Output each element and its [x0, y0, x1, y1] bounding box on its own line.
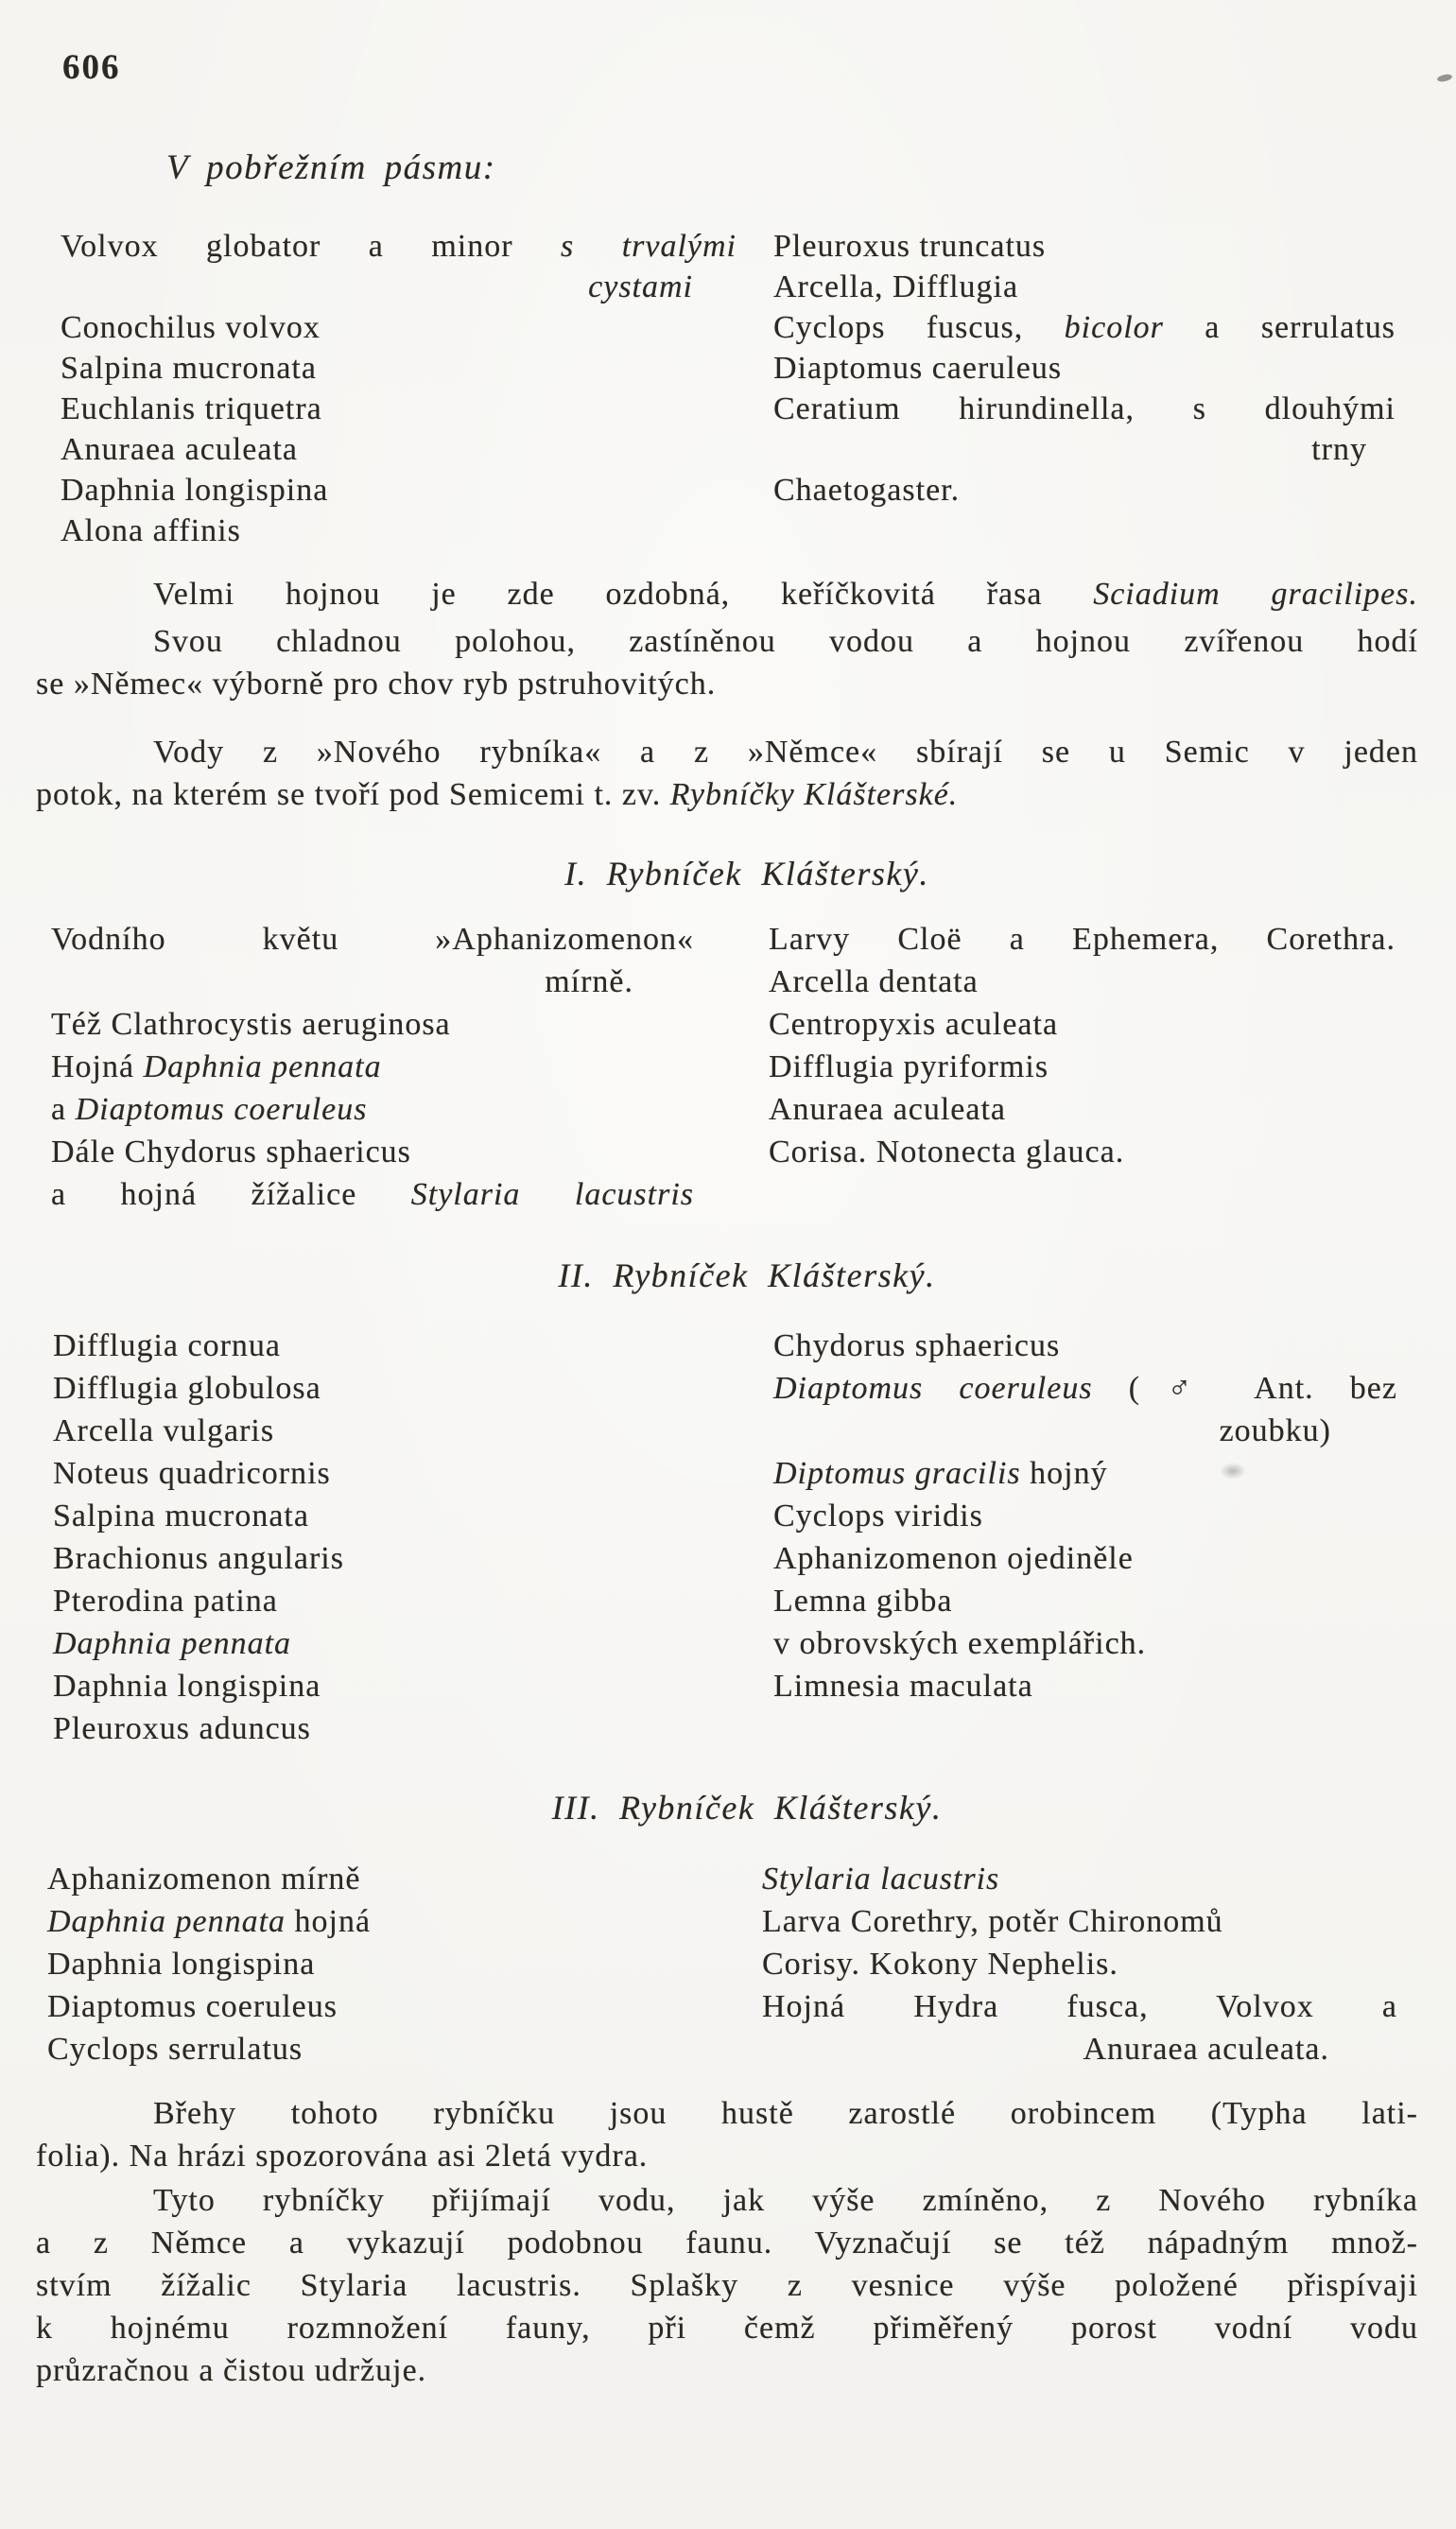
- list-column-right: [773, 1325, 1397, 1707]
- italic-term: Stylaria lacustris: [410, 1177, 694, 1212]
- text-run: Cyclops viridis: [773, 1498, 983, 1533]
- text-line: [47, 2028, 671, 2070]
- text-line: [769, 918, 1395, 961]
- text-run: Centropyxis aculeata: [769, 1007, 1059, 1042]
- text-run: Anuraea aculeata: [61, 432, 298, 467]
- text-line: [773, 267, 1395, 307]
- text-run: Difflugia globulosa: [53, 1371, 321, 1406]
- text-run: Volvox globator a minor: [61, 229, 562, 264]
- text-line: [762, 1943, 1397, 1985]
- text-line: [51, 1131, 694, 1173]
- text-line: [47, 1985, 671, 2028]
- text-line: [53, 1537, 677, 1580]
- text-run: Daphnia longispina: [47, 1947, 316, 1982]
- text-run: Velmi hojnou je zde ozdobná, keříčkovitá řasa: [153, 577, 1094, 612]
- list-column-left: [61, 226, 737, 551]
- text-line: [36, 663, 1418, 705]
- paragraph-vody: [36, 731, 1418, 816]
- text-line: [769, 1003, 1395, 1046]
- text-line: [762, 2028, 1397, 2070]
- text-line: [36, 2179, 1418, 2222]
- text-run: Limnesia maculata: [773, 1669, 1033, 1704]
- text-line: [53, 1622, 677, 1665]
- text-line: [53, 1410, 677, 1452]
- text-line: [773, 226, 1395, 267]
- text-run: potok, na kterém se tvoří pod Semicemi t. zv.: [36, 777, 670, 812]
- italic-term: Diaptomus coeruleus: [75, 1092, 368, 1127]
- text-line: [773, 429, 1395, 470]
- heading-pond-1: I. Rybníček Klášterský.: [564, 855, 929, 892]
- text-run: k hojnému rozmnožení fauny, při čemž přiměřený porost vodní vodu: [36, 2311, 1418, 2346]
- italic-term: Stylaria lacustris: [762, 1862, 1000, 1897]
- text-line: [53, 1452, 677, 1495]
- text-run: Salpina mucronata: [61, 351, 317, 386]
- list-column-left: [53, 1325, 677, 1750]
- text-run: stvím žížalic Stylaria lacustris. Splašky z vesnice výše položené přispívaji: [36, 2268, 1418, 2303]
- text-line: [36, 2307, 1418, 2349]
- text-line: [53, 1707, 677, 1750]
- text-run: Larva Corethry, potěr Chironomů: [762, 1904, 1223, 1939]
- text-line: [51, 918, 694, 961]
- text-run: Diaptomus coeruleus: [47, 1989, 338, 2024]
- text-run: Larvy Cloë a Ephemera, Corethra.: [769, 922, 1395, 957]
- text-line: [773, 1622, 1397, 1665]
- text-run: Daphnia longispina: [53, 1669, 321, 1704]
- text-run: Vody z »Nového rybníka« a z »Němce« sbírají se u Semic v jeden: [153, 735, 1418, 770]
- text-run: zoubku): [1219, 1413, 1331, 1448]
- text-line: [51, 961, 694, 1003]
- text-line: [61, 307, 737, 348]
- text-run: Dále Chydorus sphaericus: [51, 1135, 411, 1169]
- text-line: [53, 1495, 677, 1537]
- text-run: Noteus quadricornis: [53, 1456, 331, 1491]
- list-column-left: [47, 1858, 671, 2070]
- text-line: [762, 1985, 1397, 2028]
- text-run: v obrovských exemplářich.: [773, 1626, 1147, 1661]
- text-run: Daphnia longispina: [61, 473, 329, 508]
- paragraph-brehy: [36, 2092, 1418, 2177]
- text-run: Svou chladnou polohou, zastíněnou vodou a hojnou zvířenou hodí: [153, 624, 1418, 659]
- italic-term: Daphnia pennata: [47, 1904, 286, 1939]
- text-line: [773, 1367, 1397, 1410]
- text-line: [51, 1173, 694, 1216]
- text-run: Alona affinis: [61, 513, 241, 548]
- italic-term: bicolor: [1064, 310, 1164, 345]
- text-line: [47, 1858, 671, 1900]
- text-run: Arcella vulgaris: [53, 1413, 275, 1448]
- text-line: [61, 429, 737, 470]
- text-line: [36, 2222, 1418, 2264]
- text-line: [773, 470, 1395, 511]
- text-line: [51, 1088, 694, 1131]
- text-line: [36, 2264, 1418, 2307]
- italic-term: cystami: [588, 269, 693, 304]
- text-line: [36, 731, 1418, 773]
- text-run: a hojná žížalice: [51, 1177, 411, 1212]
- heading-littoral-zone: V pobřežním pásmu:: [166, 148, 496, 187]
- text-line: [773, 389, 1395, 429]
- text-run: Corisy. Kokony Nephelis.: [762, 1947, 1118, 1982]
- text-run: Arcella dentata: [769, 964, 979, 999]
- paragraph-svou: [36, 620, 1418, 705]
- italic-term: Diaptomus coeruleus: [773, 1371, 1093, 1406]
- text-line: [53, 1325, 677, 1367]
- text-run: Pleuroxus truncatus: [773, 229, 1047, 264]
- text-run: Chydorus sphaericus: [773, 1328, 1061, 1363]
- text-line: [51, 1046, 694, 1088]
- text-line: [773, 307, 1395, 348]
- text-line: [773, 1665, 1397, 1707]
- text-run: Aphanizomenon mírně: [47, 1862, 361, 1897]
- text-line: [769, 1131, 1395, 1173]
- text-line: [47, 1900, 671, 1943]
- text-run: Hojná Hydra fusca, Volvox a: [762, 1989, 1397, 2024]
- text-run: Cyclops serrulatus: [47, 2032, 303, 2067]
- text-run: Corisa. Notonecta glauca.: [769, 1135, 1125, 1169]
- text-line: [769, 1046, 1395, 1088]
- italic-term: Rybníčky Klášterské.: [669, 777, 959, 812]
- list-column-left: [51, 918, 694, 1216]
- text-run: se »Němec« výborně pro chov ryb pstruhovitých.: [36, 667, 717, 702]
- page-number: 606: [62, 48, 121, 87]
- text-line: [36, 573, 1418, 615]
- text-line: [53, 1665, 677, 1707]
- text-line: [61, 226, 737, 267]
- text-run: Anuraea aculeata.: [1083, 2032, 1329, 2067]
- text-run: Brachionus angularis: [53, 1541, 344, 1576]
- italic-term: Daphnia pennata: [53, 1626, 292, 1661]
- ink-smudge: [1220, 1463, 1246, 1480]
- text-run: mírně.: [545, 964, 633, 999]
- heading-pond-2: II. Rybníček Klášterský.: [558, 1256, 936, 1294]
- text-run: Pterodina patina: [53, 1584, 278, 1619]
- text-line: [773, 1495, 1397, 1537]
- text-line: [36, 2135, 1418, 2177]
- italic-term: s trvalými: [561, 229, 737, 264]
- text-line: [36, 2092, 1418, 2135]
- text-run: a z Němce a vykazují podobnou faunu. Vyznačují se též nápadným množ-: [36, 2226, 1418, 2261]
- text-run: Chaetogaster.: [773, 473, 961, 508]
- text-run: Euchlanis triquetra: [61, 391, 322, 426]
- text-line: [773, 348, 1395, 389]
- text-run: hojný: [1020, 1456, 1108, 1491]
- list-column-right: [769, 918, 1395, 1173]
- text-run: folia). Na hrázi spozorována asi 2letá vydra.: [36, 2139, 649, 2174]
- text-run: Tyto rybníčky přijímají vodu, jak výše zmíněno, z Nového rybníka: [153, 2183, 1418, 2218]
- text-line: [773, 1580, 1397, 1622]
- text-run: (♂ Ant. bez: [1092, 1371, 1397, 1406]
- text-line: [36, 773, 1418, 816]
- list-column-right: [762, 1858, 1397, 2070]
- ink-speck: [1436, 73, 1452, 82]
- paragraph-velmi: [36, 573, 1418, 615]
- text-run: Též Clathrocystis aeruginosa: [51, 1007, 451, 1042]
- text-run: hojná: [286, 1904, 372, 1939]
- text-line: [61, 511, 737, 551]
- text-line: [53, 1580, 677, 1622]
- text-run: Salpina mucronata: [53, 1498, 309, 1533]
- text-run: Anuraea aculeata: [769, 1092, 1006, 1127]
- text-run: Hojná: [51, 1049, 144, 1084]
- italic-term: Daphnia pennata: [143, 1049, 382, 1084]
- text-line: [769, 961, 1395, 1003]
- text-line: [762, 1900, 1397, 1943]
- text-run: Conochilus volvox: [61, 310, 321, 345]
- text-line: [773, 1537, 1397, 1580]
- text-run: Difflugia pyriformis: [769, 1049, 1049, 1084]
- text-line: [769, 1088, 1395, 1131]
- text-line: [51, 1003, 694, 1046]
- text-line: [61, 389, 737, 429]
- text-run: Břehy tohoto rybníčku jsou hustě zarostlé orobincem (Typha lati-: [153, 2096, 1418, 2131]
- text-run: a: [51, 1092, 76, 1127]
- text-line: [36, 2349, 1418, 2392]
- text-run: průzračnou a čistou udržuje.: [36, 2353, 427, 2388]
- text-line: [773, 1452, 1397, 1495]
- text-run: Aphanizomenon ojediněle: [773, 1541, 1134, 1576]
- text-run: Pleuroxus aduncus: [53, 1711, 311, 1746]
- text-line: [61, 470, 737, 511]
- italic-term: Sciadium gracilipes.: [1093, 577, 1418, 612]
- text-run: Ceratium hirundinella, s dlouhými: [773, 391, 1395, 426]
- text-line: [61, 267, 737, 307]
- text-run: Lemna gibba: [773, 1584, 953, 1619]
- list-column-right: [773, 226, 1395, 511]
- text-run: Arcella, Difflugia: [773, 269, 1019, 304]
- text-run: a serrulatus: [1163, 310, 1395, 345]
- text-run: Cyclops fuscus,: [773, 310, 1065, 345]
- heading-pond-3: III. Rybníček Klášterský.: [551, 1789, 943, 1827]
- text-run: Vodního květu »Aphanizomenon«: [51, 922, 694, 957]
- italic-term: Diptomus gracilis: [773, 1456, 1021, 1491]
- text-run: Diaptomus caeruleus: [773, 351, 1063, 386]
- text-run: trny: [1311, 432, 1367, 467]
- text-line: [36, 620, 1418, 663]
- text-run: Difflugia cornua: [53, 1328, 282, 1363]
- text-line: [773, 1325, 1397, 1367]
- text-line: [773, 1410, 1397, 1452]
- text-line: [762, 1858, 1397, 1900]
- text-line: [53, 1367, 677, 1410]
- text-line: [61, 348, 737, 389]
- paragraph-tyto: [36, 2179, 1418, 2392]
- text-line: [47, 1943, 671, 1985]
